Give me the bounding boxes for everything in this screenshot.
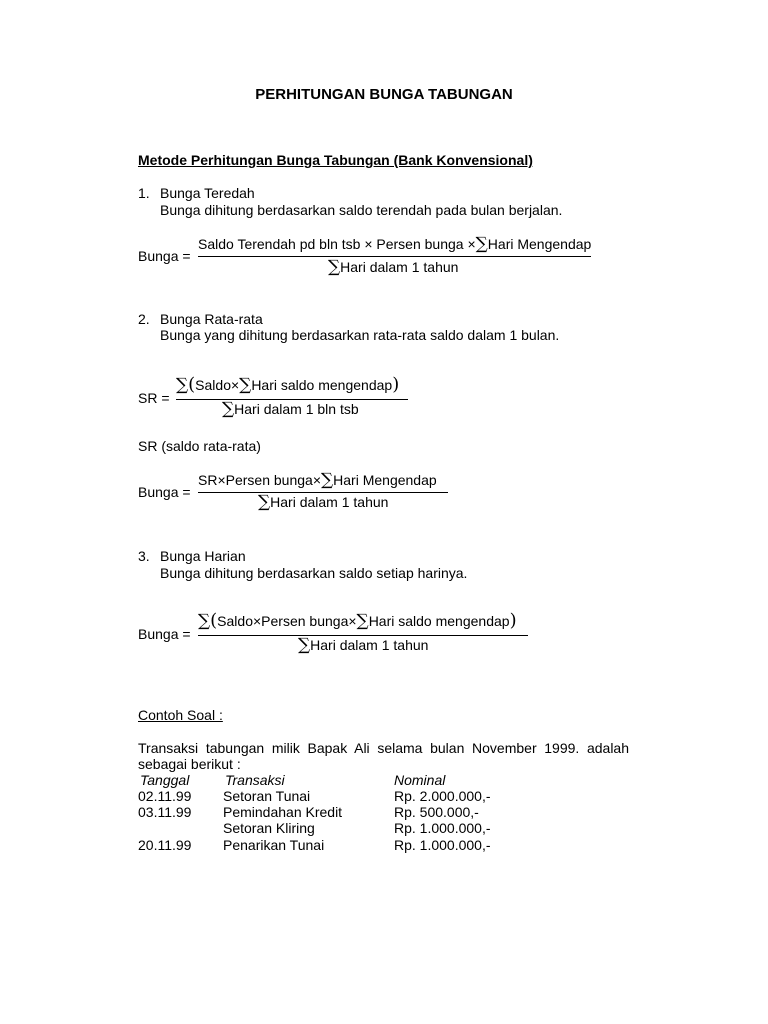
row-transaction: Pemindahan Kredit	[223, 804, 343, 820]
method2-title: Bunga Rata-rata	[160, 311, 263, 327]
times-symbol: ×	[312, 472, 322, 488]
method3-numerator	[198, 610, 517, 631]
close-paren: )	[392, 374, 400, 395]
sigma-symbol: ∑	[176, 375, 189, 395]
times-symbol: ×	[467, 236, 476, 252]
sr-numerator	[176, 374, 400, 395]
method1-description: Bunga dihitung berdasarkan saldo terendah pada bulan berjalan.	[160, 202, 563, 218]
method3-formula-lhs: Bunga =	[138, 626, 191, 642]
method2-num-sr: SR	[198, 472, 218, 488]
column-header-nominal: Nominal	[394, 772, 446, 788]
times-symbol: ×	[230, 377, 240, 393]
method3-title: Bunga Harian	[160, 548, 246, 564]
method1-title: Bunga Teredah	[160, 185, 255, 201]
close-paren: )	[509, 610, 517, 631]
sigma-symbol: ∑	[198, 611, 211, 631]
column-header-tanggal: Tanggal	[140, 772, 190, 788]
sr-formula-lhs: SR =	[138, 390, 170, 406]
sigma-symbol: ∑	[222, 399, 235, 419]
method2-formula-lhs: Bunga =	[138, 484, 191, 500]
method1-number: 1.	[138, 185, 150, 201]
method1-num-hari: Hari Mengendap	[487, 236, 592, 252]
row-date: 03.11.99	[138, 804, 192, 820]
method1-fraction-bar	[198, 256, 591, 257]
example-intro-cont: sebagai berikut :	[138, 756, 241, 772]
method2-num-persen: Persen bunga	[225, 472, 313, 488]
example-heading: Contoh Soal :	[138, 707, 223, 723]
open-paren: (	[210, 610, 218, 631]
row-amount: Rp. 2.000.000,-	[394, 788, 491, 804]
row-date: 02.11.99	[138, 788, 192, 804]
row-amount: Rp. 500.000,-	[394, 804, 479, 820]
method2-denominator	[258, 494, 388, 510]
page-title: PERHITUNGAN BUNGA TABUNGAN	[255, 86, 513, 103]
sigma-symbol: ∑	[239, 375, 252, 395]
method2-num-hari: Hari Mengendap	[333, 472, 437, 488]
method2-description: Bunga yang dihitung berdasarkan rata-rata saldo dalam 1 bulan.	[160, 327, 560, 343]
method2-fraction-bar	[198, 492, 448, 493]
times-symbol: ×	[217, 472, 226, 488]
sigma-symbol: ∑	[258, 492, 271, 512]
sigma-symbol: ∑	[328, 257, 341, 277]
method1-numerator	[198, 236, 591, 252]
row-transaction: Setoran Tunai	[223, 788, 311, 804]
row-transaction: Setoran Kliring	[223, 820, 315, 836]
method3-num-saldo: Saldo	[217, 613, 253, 629]
sigma-symbol: ∑	[321, 470, 334, 490]
method2-den-text: Hari dalam 1 tahun	[270, 494, 389, 510]
sigma-symbol: ∑	[475, 234, 488, 254]
sr-fraction-bar	[176, 399, 408, 400]
method2-number: 2.	[138, 311, 150, 327]
times-symbol: ×	[348, 613, 357, 629]
row-transaction: Penarikan Tunai	[223, 837, 325, 853]
sigma-symbol: ∑	[298, 635, 311, 655]
sr-note: SR (saldo rata-rata)	[138, 438, 261, 454]
method3-den-text: Hari dalam 1 tahun	[310, 637, 429, 653]
example-intro: Transaksi tabungan milik Bapak Ali selama bulan November 1999. adalah	[138, 740, 629, 756]
method2-numerator	[198, 472, 437, 488]
row-amount: Rp. 1.000.000,-	[394, 820, 491, 836]
sigma-symbol: ∑	[356, 611, 369, 631]
row-amount: Rp. 1.000.000,-	[394, 837, 491, 853]
row-date: 20.11.99	[138, 837, 192, 853]
method3-description: Bunga dihitung berdasarkan saldo setiap harinya.	[160, 565, 468, 581]
times-symbol: ×	[252, 613, 262, 629]
sr-den-text: Hari dalam 1 bln tsb	[234, 401, 359, 417]
open-paren: (	[188, 374, 196, 395]
method3-number: 3.	[138, 548, 150, 564]
method3-num-persen: Persen bunga	[261, 613, 349, 629]
times-symbol: ×	[364, 236, 373, 252]
method1-den-text: Hari dalam 1 tahun	[340, 259, 459, 275]
sr-num-saldo: Saldo	[195, 377, 231, 393]
method1-denominator	[328, 259, 458, 275]
method1-num-saldo: Saldo Terendah pd bln tsb	[198, 236, 361, 252]
column-header-transaksi: Transaksi	[225, 772, 285, 788]
method1-formula-lhs: Bunga =	[138, 248, 191, 264]
method3-denominator	[298, 637, 428, 653]
section-heading: Metode Perhitungan Bunga Tabungan (Bank Konvensional)	[138, 152, 533, 168]
sr-num-hari: Hari saldo mengendap	[251, 377, 393, 393]
method3-num-hari: Hari saldo mengendap	[368, 613, 510, 629]
method3-fraction-bar	[198, 635, 528, 636]
sr-denominator	[222, 401, 359, 417]
method1-num-persen: Persen bunga	[376, 236, 464, 252]
